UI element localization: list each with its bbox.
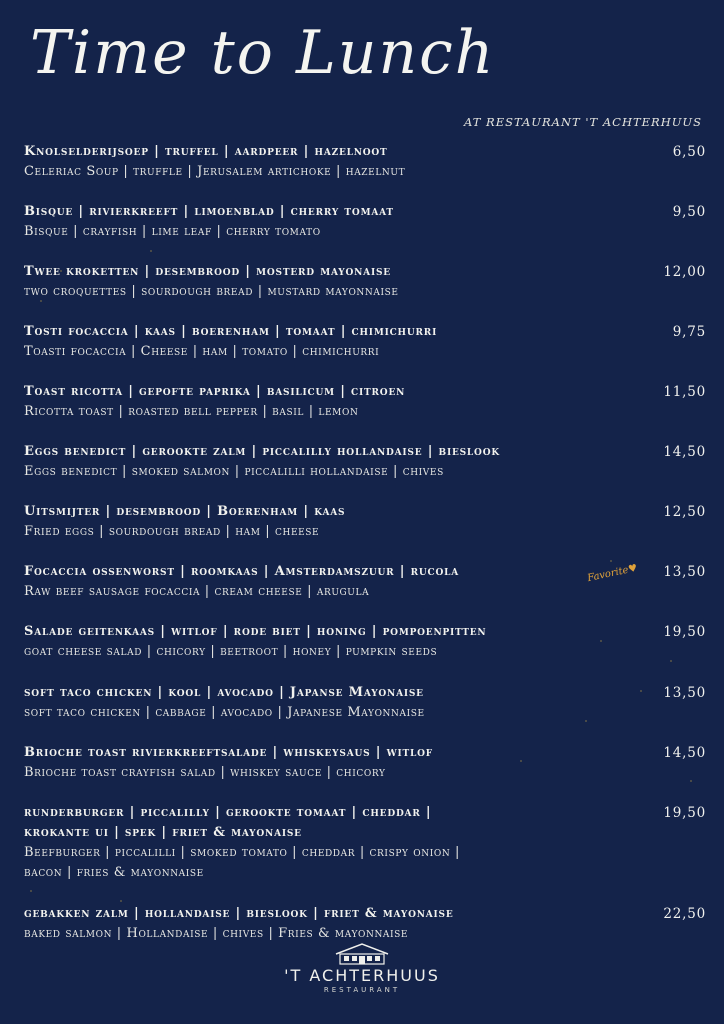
item-name-en: two croquettes | sourdough bread | mustard mayonnaise (24, 284, 399, 299)
item-name-en: Toasti focaccia | Cheese | ham | tomato | chimichurri (24, 344, 380, 359)
item-name-nl: Salade geitenkaas | witlof | rode biet | honing | pompoenpitten (24, 624, 487, 639)
menu-item (24, 743, 706, 783)
item-name-nl: Uitsmijter | desembrood | Boerenham | kaas (24, 504, 346, 519)
item-name-en-line2: bacon | fries & mayonnaise (24, 865, 204, 880)
item-name-nl: Eggs benedict | gerookte zalm | piccalilly hollandaise | bieslook (24, 444, 500, 459)
item-price: 19,50 (663, 624, 706, 640)
page-subtitle: AT RESTAURANT 'T ACHTERHUUS (464, 115, 702, 129)
page-title: Time to Lunch (30, 18, 496, 88)
item-name-en: soft taco chicken | cabbage | avocado | Japanese Mayonnaise (24, 705, 425, 720)
item-name-nl-line2: krokante ui | spek | friet & mayonaise (24, 825, 302, 840)
item-price: 13,50 (663, 685, 706, 701)
menu-item (24, 562, 706, 602)
menu-item (24, 683, 706, 723)
item-price: 19,50 (663, 805, 706, 821)
menu-item (24, 904, 706, 944)
menu-item (24, 442, 706, 482)
item-name-nl: Toast ricotta | gepofte paprika | basilicum | citroen (24, 384, 406, 399)
item-price: 12,00 (663, 264, 706, 280)
menu-item (24, 142, 706, 182)
item-name-en: Bisque | crayfish | lime leaf | cherry tomato (24, 224, 321, 239)
item-price: 14,50 (663, 745, 706, 761)
menu-item (24, 262, 706, 302)
item-price: 12,50 (663, 504, 706, 520)
item-name-en: Ricotta toast | roasted bell pepper | basil | lemon (24, 404, 359, 419)
item-price: 9,75 (672, 324, 706, 340)
item-name-en: Eggs benedict | smoked salmon | piccalilli hollandaise | chives (24, 464, 444, 479)
item-name-nl: runderburger | piccalilly | gerookte tomaat | cheddar | (24, 805, 432, 820)
item-name-nl: Twee kroketten | desembrood | mosterd mayonaise (24, 264, 391, 279)
menu-item (24, 382, 706, 422)
item-name-en: Celeriac Soup | truffle | Jerusalem artichoke | hazelnut (24, 164, 406, 179)
restaurant-logo (0, 942, 724, 994)
menu-item (24, 322, 706, 362)
item-price: 6,50 (672, 144, 706, 160)
item-price: 14,50 (663, 444, 706, 460)
item-name-en: Beefburger | piccalilli | smoked tomato | cheddar | crispy onion | (24, 845, 461, 860)
item-price: 22,50 (663, 906, 706, 922)
item-name-nl: soft taco chicken | kool | avocado | Japanse Mayonaise (24, 685, 424, 700)
menu-item (24, 803, 706, 883)
item-price: 11,50 (663, 384, 706, 400)
house-icon (332, 942, 392, 966)
item-name-en: baked salmon | Hollandaise | chives | Fries & mayonnaise (24, 926, 409, 941)
item-name-nl: Focaccia ossenworst | roomkaas | Amsterdamszuur | rucola (24, 564, 460, 579)
item-price: 9,50 (672, 204, 706, 220)
item-name-nl: Bisque | rivierkreeft | limoenblad | cherry tomaat (24, 204, 394, 219)
menu-item (24, 202, 706, 242)
menu-item (24, 502, 706, 542)
item-name-nl: Brioche toast rivierkreeftsalade | whiskeysaus | witlof (24, 745, 433, 760)
item-price: 13,50 (663, 564, 706, 580)
logo-subtitle: RESTAURANT (323, 986, 401, 994)
item-name-en: goat cheese salad | chicory | beetroot | honey | pumpkin seeds (24, 644, 438, 659)
favorite-badge: Favorite♥ (586, 562, 639, 585)
menu-item (24, 622, 706, 662)
item-name-en: Brioche toast crayfish salad | whiskey sauce | chicory (24, 765, 386, 780)
item-name-nl: Tosti focaccia | kaas | boerenham | tomaat | chimichurri (24, 324, 438, 339)
item-name-en: Raw beef sausage focaccia | cream cheese | arugula (24, 584, 370, 599)
item-name-nl: gebakken zalm | hollandaise | bieslook | friet & mayonaise (24, 906, 454, 921)
item-name-en: Fried eggs | sourdough bread | ham | cheese (24, 524, 320, 539)
item-name-nl: Knolselderijsoep | truffel | aardpeer | hazelnoot (24, 144, 388, 159)
logo-name: 'T ACHTERHUUS (284, 966, 440, 985)
